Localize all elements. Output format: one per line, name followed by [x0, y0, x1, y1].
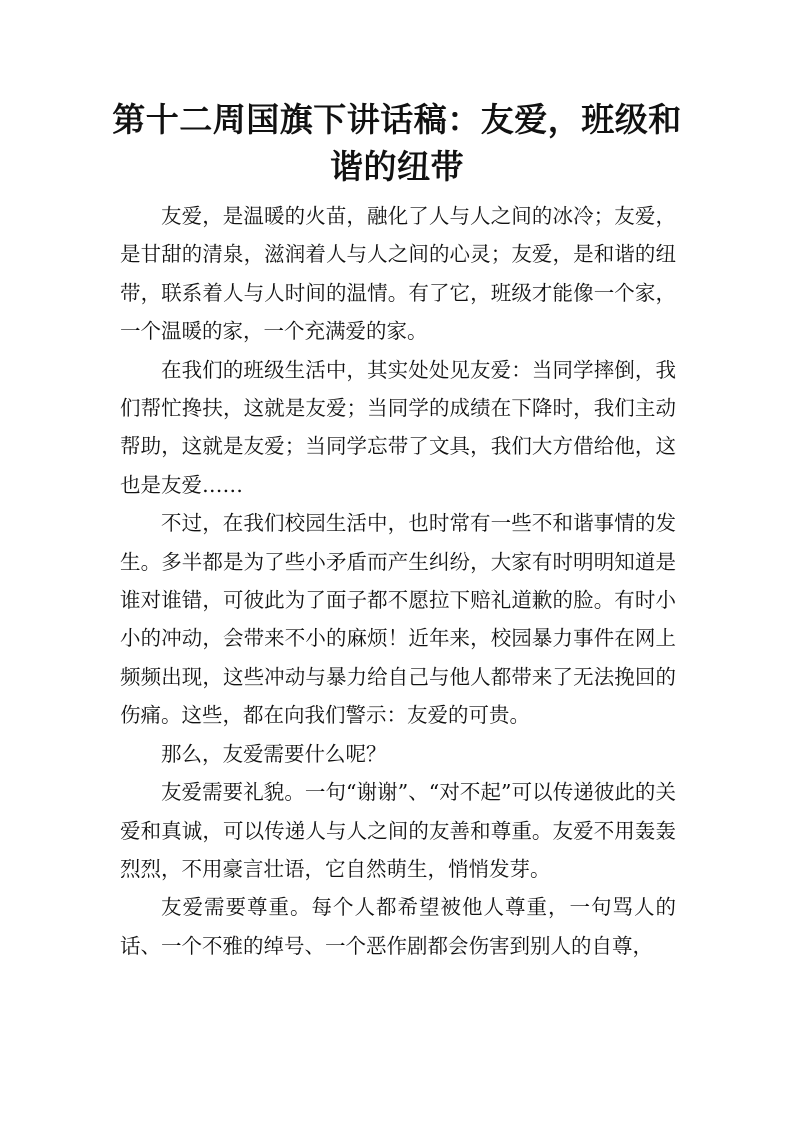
paragraph: 友爱需要礼貌。一句“谢谢”、“对不起”可以传递彼此的关爱和真诚，可以传递人与人之间的友善和尊重。友爱不用轰轰烈烈，不用豪言壮语，它自然萌生，悄悄发芽。 [120, 780, 676, 881]
paragraph: 那么，友爱需要什么呢？ [161, 741, 387, 766]
paragraph: 友爱，是温暖的火苗，融化了人与人之间的冰冷；友爱，是甘甜的清泉，滋润着人与人之间的心灵；友爱，是和谐的纽带，联系着人与人时间的温情。有了它，班级才能像一个家，一个温暖的家，一个充满爱的家。 [120, 204, 676, 344]
paragraph: 在我们的班级生活中，其实处处见友爱：当同学摔倒，我们帮忙搀扶，这就是友爱；当同学的成绩在下降时，我们主动帮助，这就是友爱；当同学忘带了文具，我们大方借给他，这也是友爱…… [120, 357, 676, 497]
page-title: 第十二周国旗下讲话稿：友爱，班级和谐的纽带 [112, 100, 682, 186]
paragraph: 友爱需要尊重。每个人都希望被他人尊重，一句骂人的话、一个不雅的绰号、一个恶作剧都会伤害到别人的自尊， [120, 895, 676, 958]
document-body [120, 197, 676, 965]
paragraph: 不过，在我们校园生活中，也时常有一些不和谐事情的发生。多半都是为了些小矛盾而产生纠纷，大家有时明明知道是谁对谁错，可彼此为了面子都不愿拉下赔礼道歉的脸。有时小小的冲动，会带来不小的麻烦！近年来，校园暴力事件在网上频频出现，这些冲动与暴力给自己与他人都带来了无法挽回的伤痛。这些，都在向我们警示：友爱的可贵。 [120, 511, 676, 728]
